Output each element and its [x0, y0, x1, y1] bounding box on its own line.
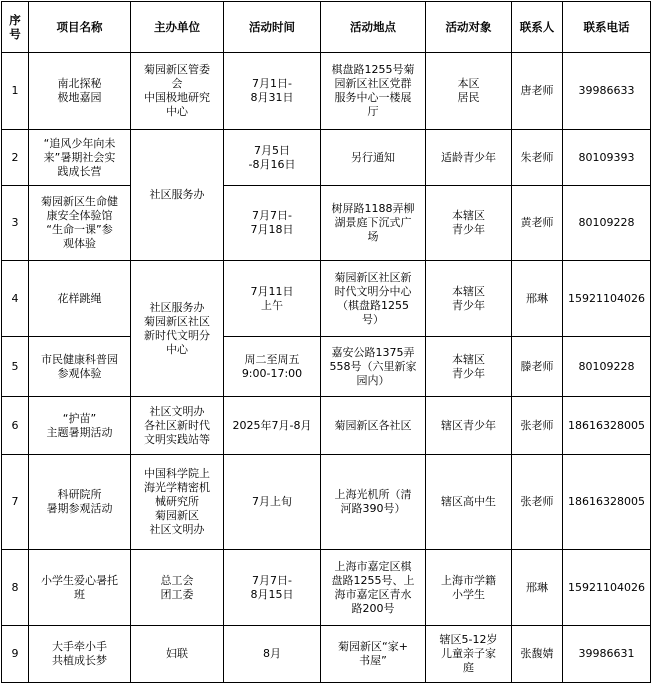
cell-line: 书屋”	[359, 654, 387, 667]
cell-place	[321, 261, 426, 337]
cell-line: 园新区社区党群	[334, 77, 412, 90]
cell-line: 大手牵小手	[52, 640, 107, 653]
cell-line: 菊园新区社区新	[334, 270, 412, 284]
cell-line: 中国科学院上	[144, 467, 210, 480]
header-place: 活动地点	[321, 2, 426, 53]
table-row	[2, 337, 651, 397]
cell-line: 践成长营	[57, 164, 102, 178]
cell-line: 558号（六里新家	[329, 359, 417, 373]
cell-line: 妇联	[166, 647, 188, 660]
cell-line: 主题暑期活动	[46, 425, 113, 439]
cell-phone: 18616328005	[563, 455, 651, 550]
cell-line: 小学生爱心暑托	[41, 573, 118, 587]
cell-time	[224, 626, 321, 683]
cell-phone: 18616328005	[563, 397, 651, 455]
cell-line: 参观体验	[57, 366, 102, 380]
cell-line: 上海光机所（清	[334, 488, 412, 501]
cell-line: 7月18日	[250, 223, 294, 236]
cell-line: 青少年	[452, 366, 485, 380]
cell-phone: 15921104026	[563, 261, 651, 337]
cell-line: 居民	[457, 91, 480, 104]
cell-line: 菊园新区社区	[144, 314, 210, 328]
cell-line: 场	[367, 230, 379, 243]
activity-table	[1, 1, 651, 683]
cell-host	[131, 550, 224, 626]
table-row	[2, 186, 651, 261]
cell-contact: 邢琳	[512, 261, 563, 337]
cell-line: 社区文明办	[149, 404, 205, 418]
cell-line: 9:00-17:00	[241, 366, 303, 380]
cell-target	[426, 186, 512, 261]
cell-time	[224, 397, 321, 455]
table-row	[2, 397, 651, 455]
header-contact: 联系人	[512, 2, 563, 53]
table-row	[2, 626, 651, 683]
cell-name	[29, 261, 131, 337]
cell-place	[321, 53, 426, 130]
header-target: 活动对象	[426, 2, 512, 53]
cell-line: 上午	[261, 298, 283, 312]
cell-line: 社区文明办	[149, 523, 205, 536]
table-row	[2, 455, 651, 550]
cell-line: 市民健康科普园	[41, 352, 118, 366]
cell-line: 菊园新区“家+	[338, 640, 408, 653]
cell-line: 花样跳绳	[57, 291, 102, 305]
cell-target	[426, 130, 512, 186]
cell-line: 菊园新区	[155, 509, 199, 522]
cell-line: 康安全体验馆	[46, 209, 113, 222]
cell-no: 7	[2, 455, 29, 550]
cell-line: 儿童亲子家	[441, 647, 496, 660]
cell-line: 各社区新时代	[144, 418, 210, 432]
table-row	[2, 53, 651, 130]
cell-line: 树屏路1188弄柳	[331, 202, 415, 215]
cell-line: 小学生	[452, 587, 485, 601]
cell-name	[29, 626, 131, 683]
cell-line: 中心	[166, 342, 188, 356]
header-index: 序 号	[2, 2, 29, 53]
cell-line: 文明实践站等	[144, 432, 210, 446]
cell-contact: 唐老师	[512, 53, 563, 130]
cell-contact: 黄老师	[512, 186, 563, 261]
cell-line: 菊园新区管委	[144, 63, 210, 76]
cell-target	[426, 626, 512, 683]
cell-target	[426, 397, 512, 455]
cell-line: 中心	[166, 105, 188, 118]
cell-line: 7月1日-	[252, 77, 292, 90]
cell-line: 路200号	[351, 601, 395, 615]
cell-phone: 80109228	[563, 337, 651, 397]
cell-phone: 80109228	[563, 186, 651, 261]
cell-no: 1	[2, 53, 29, 130]
cell-place	[321, 397, 426, 455]
cell-no: 8	[2, 550, 29, 626]
cell-line: 菊园新区生命健	[41, 195, 118, 208]
cell-phone: 39986631	[563, 626, 651, 683]
cell-line: 会	[171, 77, 183, 90]
cell-line: 嘉安公路1375弄	[331, 345, 415, 359]
cell-name	[29, 550, 131, 626]
cell-line: 8月15日	[250, 587, 294, 601]
cell-place	[321, 626, 426, 683]
cell-line: 号）	[362, 312, 384, 326]
header-phone: 联系电话	[563, 2, 651, 53]
header-name: 项目名称	[29, 2, 131, 53]
cell-line: 共植成长梦	[52, 654, 107, 667]
cell-line: 2025年7月-8月	[232, 418, 312, 432]
cell-name	[29, 397, 131, 455]
cell-line: 棋盘路1255号菊	[331, 63, 415, 76]
cell-line: 青少年	[452, 298, 485, 312]
cell-line: 辖区青少年	[441, 418, 496, 432]
cell-line: 盘路1255号、上	[331, 573, 415, 587]
cell-line: 中国极地研究	[144, 91, 210, 104]
cell-host	[131, 53, 224, 130]
header-time: 活动时间	[224, 2, 321, 53]
cell-line: 本辖区	[452, 209, 485, 222]
cell-target	[426, 337, 512, 397]
cell-line: 周二至周五	[244, 352, 300, 366]
cell-no: 5	[2, 337, 29, 397]
cell-no: 4	[2, 261, 29, 337]
cell-line: 7月5日	[254, 143, 290, 157]
cell-line: 暑期参观活动	[46, 502, 113, 515]
cell-phone: 15921104026	[563, 550, 651, 626]
cell-time	[224, 53, 321, 130]
cell-contact: 朱老师	[512, 130, 563, 186]
cell-contact: 张馥婧	[512, 626, 563, 683]
cell-line: 服务中心一楼展	[334, 91, 412, 104]
cell-line: 7月7日-	[252, 209, 292, 222]
cell-line: 8月31日	[250, 91, 294, 104]
table-row	[2, 261, 651, 337]
cell-line: 极地嘉园	[57, 91, 102, 104]
cell-line: 班	[74, 587, 85, 601]
cell-line: 新时代文明分	[144, 328, 210, 342]
cell-name	[29, 53, 131, 130]
cell-line: 本区	[457, 77, 480, 90]
cell-line: 海市嘉定区青水	[334, 587, 412, 601]
cell-no: 6	[2, 397, 29, 455]
cell-target	[426, 455, 512, 550]
cell-phone: 39986633	[563, 53, 651, 130]
cell-time	[224, 550, 321, 626]
cell-line: 厅	[367, 105, 379, 118]
cell-name	[29, 337, 131, 397]
cell-line: -8月16日	[248, 157, 296, 171]
cell-place	[321, 130, 426, 186]
cell-line: 辖区高中生	[441, 495, 496, 508]
cell-line: “生命一课”参	[46, 223, 113, 236]
cell-place	[321, 550, 426, 626]
cell-line: 上海市嘉定区棋	[334, 559, 412, 573]
cell-line: 社区服务办	[149, 300, 205, 314]
cell-line: 本辖区	[452, 284, 485, 298]
cell-time	[224, 130, 321, 186]
cell-host-merged	[131, 130, 224, 261]
cell-line: 适龄青少年	[441, 150, 496, 164]
cell-time	[224, 337, 321, 397]
cell-line: 时代文明分中心	[334, 284, 412, 298]
cell-name	[29, 130, 131, 186]
cell-line: 来”暑期社会实	[43, 150, 116, 164]
cell-host	[131, 626, 224, 683]
cell-line: 河路390号）	[340, 502, 406, 515]
cell-line: 7月上旬	[252, 495, 292, 508]
cell-line: 团工委	[160, 587, 194, 601]
cell-line: 7月11日	[250, 284, 294, 298]
cell-time	[224, 455, 321, 550]
cell-line: “追风少年向未	[43, 136, 116, 150]
cell-target	[426, 261, 512, 337]
cell-place	[321, 337, 426, 397]
cell-time	[224, 261, 321, 337]
cell-line: 上海市学籍	[441, 573, 496, 587]
cell-no: 3	[2, 186, 29, 261]
cell-host	[131, 397, 224, 455]
cell-line: 园内）	[356, 373, 390, 387]
cell-line: 辖区5-12岁	[439, 633, 498, 646]
cell-contact: 滕老师	[512, 337, 563, 397]
cell-line: 南北探秘	[57, 77, 102, 90]
cell-line: 湖景庭下沉式广	[334, 216, 412, 229]
cell-name	[29, 455, 131, 550]
cell-name	[29, 186, 131, 261]
cell-time	[224, 186, 321, 261]
header-host: 主办单位	[131, 2, 224, 53]
cell-host-merged	[131, 261, 224, 397]
cell-no: 9	[2, 626, 29, 683]
cell-line: 海光学精密机	[144, 481, 210, 494]
cell-contact: 邢琳	[512, 550, 563, 626]
table-row	[2, 130, 651, 186]
cell-line: 青少年	[452, 223, 485, 236]
cell-line: 械研究所	[155, 495, 199, 508]
cell-phone: 80109393	[563, 130, 651, 186]
cell-target	[426, 550, 512, 626]
cell-target	[426, 53, 512, 130]
cell-host	[131, 455, 224, 550]
cell-line: （棋盘路1255	[337, 298, 409, 312]
cell-line: 另行通知	[351, 150, 395, 164]
cell-no: 2	[2, 130, 29, 186]
cell-line: 本辖区	[452, 352, 485, 366]
cell-line: 庭	[463, 661, 474, 674]
cell-line: 8月	[263, 647, 281, 660]
table-row	[2, 550, 651, 626]
cell-line: “护苗”	[62, 411, 97, 425]
cell-line: 社区服务办	[149, 188, 205, 201]
cell-line: 总工会	[160, 573, 194, 587]
cell-place	[321, 186, 426, 261]
cell-line: 科研院所	[57, 488, 102, 501]
cell-line: 7月7日-	[252, 573, 292, 587]
cell-place	[321, 455, 426, 550]
cell-line: 观体验	[63, 237, 96, 250]
cell-contact: 张老师	[512, 397, 563, 455]
header-row	[2, 2, 651, 53]
cell-contact: 张老师	[512, 455, 563, 550]
cell-line: 菊园新区各社区	[334, 418, 412, 432]
